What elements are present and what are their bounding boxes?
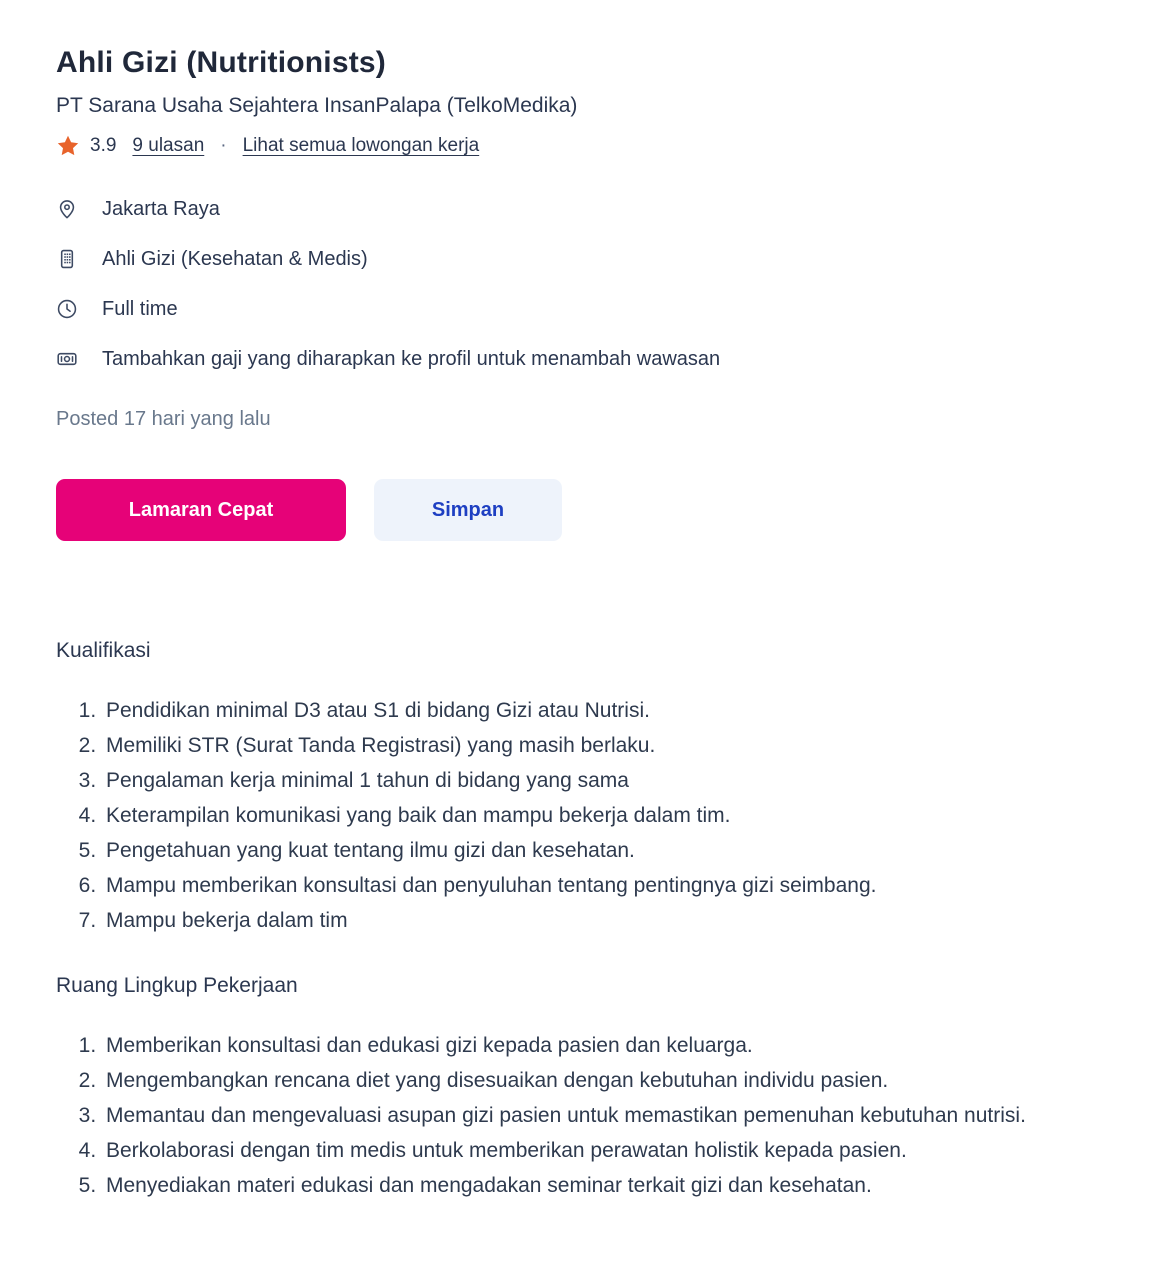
list-item: 5. Pengetahuan yang kuat tentang ilmu gizi dan kesehatan. <box>102 833 1118 868</box>
rating-value: 3.9 <box>90 135 117 156</box>
detail-row-location <box>56 198 1118 220</box>
action-buttons <box>56 479 1118 541</box>
location-label: Jakarta Raya <box>102 197 220 220</box>
section-heading: Ruang Lingkup Pekerjaan <box>56 974 298 997</box>
save-button[interactable]: Simpan <box>374 479 562 541</box>
detail-row-salary <box>56 348 1118 370</box>
category-label: Ahli Gizi (Kesehatan & Medis) <box>102 247 368 270</box>
detail-row-worktype <box>56 298 1118 320</box>
list-item: 4. Berkolaborasi dengan tim medis untuk memberikan perawatan holistik kepada pasien. <box>102 1133 1118 1168</box>
clock-icon <box>56 298 78 320</box>
worktype-label: Full time <box>102 297 178 320</box>
banknote-icon <box>56 348 78 370</box>
list-item: 2. Mengembangkan rencana diet yang disesuaikan dengan kebutuhan individu pasien. <box>102 1063 1118 1098</box>
quick-apply-button[interactable]: Lamaran Cepat <box>56 479 346 541</box>
salary-hint-label: Tambahkan gaji yang diharapkan ke profil untuk menambah wawasan <box>102 347 721 370</box>
list-item: 3. Memantau dan mengevaluasi asupan gizi pasien untuk memastikan pemenuhan kebutuhan nutrisi. <box>102 1098 1118 1133</box>
list-item: 5. Menyediakan materi edukasi dan mengadakan seminar terkait gizi dan kesehatan. <box>102 1168 1118 1203</box>
posted-date: Posted 17 hari yang lalu <box>56 408 271 430</box>
section-heading: Kualifikasi <box>56 639 151 662</box>
kualifikasi-list <box>56 693 1118 938</box>
list-item: 4. Keterampilan komunikasi yang baik dan mampu bekerja dalam tim. <box>102 798 1118 833</box>
location-pin-icon <box>56 198 78 220</box>
ruang-lingkup-list <box>56 1028 1118 1203</box>
section-kualifikasi <box>56 639 1118 938</box>
list-item: 3. Pengalaman kerja minimal 1 tahun di bidang yang sama <box>102 763 1118 798</box>
building-icon <box>56 248 78 270</box>
list-item: 1. Memberikan konsultasi dan edukasi gizi kepada pasien dan keluarga. <box>102 1028 1118 1063</box>
reviews-link[interactable]: 9 ulasan <box>132 135 205 156</box>
list-item: 7. Mampu bekerja dalam tim <box>102 903 1118 938</box>
all-jobs-link[interactable]: Lihat semua lowongan kerja <box>242 135 480 156</box>
list-item: 1. Pendidikan minimal D3 atau S1 di bidang Gizi atau Nutrisi. <box>102 693 1118 728</box>
list-item: 2. Memiliki STR (Surat Tanda Registrasi) yang masih berlaku. <box>102 728 1118 763</box>
star-icon <box>56 134 80 158</box>
page-title: Ahli Gizi (Nutritionists) <box>56 46 386 79</box>
job-details <box>56 198 1118 370</box>
section-ruang-lingkup <box>56 974 1118 1203</box>
list-item: 6. Mampu memberikan konsultasi dan penyuluhan tentang pentingnya gizi seimbang. <box>102 868 1118 903</box>
detail-row-category <box>56 248 1118 270</box>
dot-separator: · <box>220 135 227 156</box>
company-name: PT Sarana Usaha Sejahtera InsanPalapa (TelkoMedika) <box>56 94 578 117</box>
rating-row <box>56 134 1118 158</box>
